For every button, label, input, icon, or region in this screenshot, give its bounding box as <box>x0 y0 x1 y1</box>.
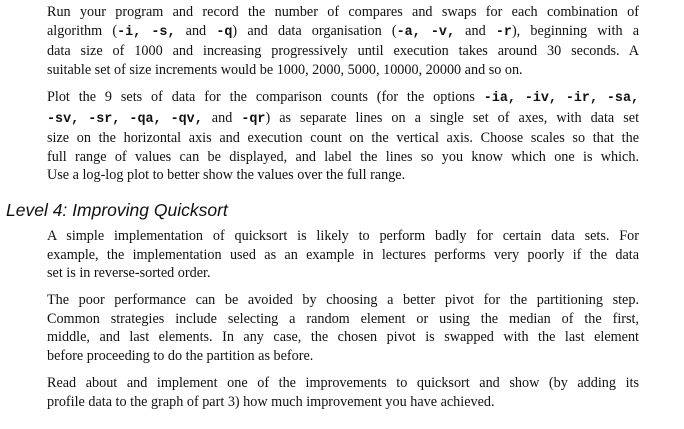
option-code: -a, <box>396 24 421 40</box>
option-code: -ia, <box>483 91 516 106</box>
text-line: Read about and implement one of the improvements to quicksort and show (by adding its <box>47 375 639 391</box>
text-line: example, the implementation used as an example in lectures performs very poorly if the data <box>47 246 639 263</box>
text-line: The poor performance can be avoided by choosing a better pivot for the partitioning step. <box>47 292 639 308</box>
text-line: middle, and last elements. In any case, the chosen pivot is swapped with the last element <box>47 329 639 346</box>
option-code: -r <box>495 24 512 40</box>
text-line: Use a log-log plot to better show the values over the full range. <box>47 167 406 184</box>
text-line: set is in reverse-sorted order. <box>47 265 211 282</box>
option-code: -s, <box>151 24 176 40</box>
text-line: Plot the 9 sets of data for the comparison counts (for the options -ia, -iv, -ir, -sa, <box>47 89 640 106</box>
option-code: -sr, <box>88 111 121 127</box>
paragraph-record-results <box>47 3 639 79</box>
option-code: -qr <box>241 111 266 127</box>
paragraph-pivot-strategies <box>47 291 639 365</box>
paragraph-implement-improvement <box>47 374 639 411</box>
option-code: -qa, <box>129 111 162 127</box>
text-line: algorithm (-i, -s, and -q) and data organisation (-a, -v, and -r), beginning with a <box>47 22 640 40</box>
text-line: -sv, -sr, -qa, -qv, and -qr) as separate lines on a single set of axes, with data set <box>47 109 640 127</box>
option-code: -v, <box>430 24 455 40</box>
text-line: profile data to the graph of part 3) how much improvement you have achieved. <box>47 393 495 410</box>
text-line: suitable set of size increments would be 1000, 2000, 5000, 10000, 20000 and so on. <box>47 61 523 78</box>
option-code: -sa, <box>606 91 640 106</box>
paragraph-plot-data <box>47 88 639 185</box>
text-line: full range of values can be displayed, and label the lines so you know which one is which. <box>47 148 639 165</box>
option-code: -iv, <box>524 91 557 106</box>
option-code: -i, <box>117 24 142 40</box>
option-code: -ir, <box>565 91 598 106</box>
option-code: -sv, <box>47 111 80 127</box>
text-line: Common strategies include selecting a random element or using the median of the first, <box>47 310 639 327</box>
text-line: Run your program and record the number of compares and swaps for each combination of <box>47 4 639 20</box>
option-code: -q <box>216 24 233 40</box>
option-code: -qv, <box>170 111 203 127</box>
section-heading: Level 4: Improving Quicksort <box>6 200 228 220</box>
text-line: data size of 1000 and increasing progressively until execution takes around 30 seconds. A <box>47 43 639 60</box>
paragraph-quicksort-intro <box>47 227 639 283</box>
text-line: A simple implementation of quicksort is likely to perform badly for certain data sets. For <box>47 228 639 244</box>
text-line: size on the horizontal axis and execution count on the vertical axis. Choose scales so that the <box>47 130 639 147</box>
text-line: before proceeding to do the partition as before. <box>47 347 314 364</box>
